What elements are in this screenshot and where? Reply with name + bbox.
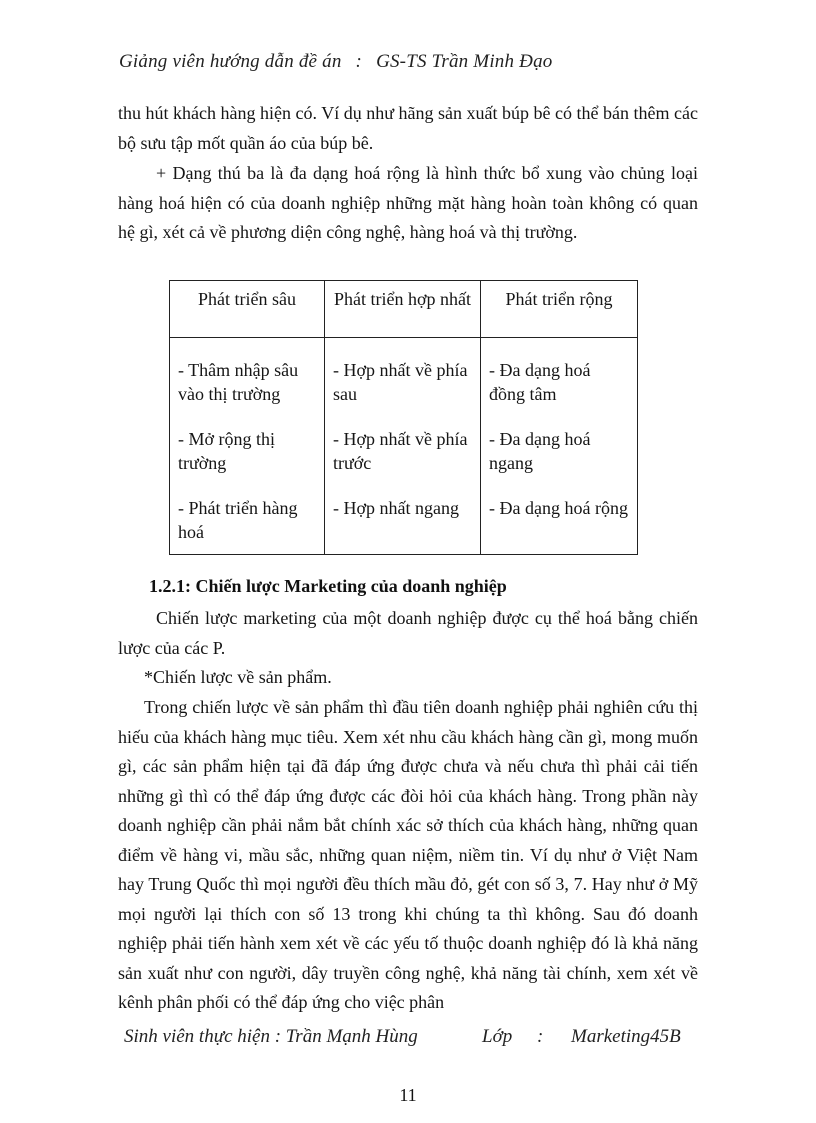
footer-separator: : xyxy=(537,1026,544,1047)
table-item: - Hợp nhất ngang xyxy=(333,498,459,518)
table-header-cell: Phát triển rộng xyxy=(481,281,638,338)
table-item: - Phát triển hàng hoá xyxy=(178,498,298,542)
table-row xyxy=(170,338,638,555)
table-header-row xyxy=(170,281,638,338)
table-item: - Hợp nhất về phía sau xyxy=(333,360,468,404)
class-label: Lớp xyxy=(482,1026,513,1047)
section-heading: 1.2.1: Chiến lược Marketing của doanh nghiệp xyxy=(149,576,507,596)
table-cell xyxy=(481,338,638,555)
strategy-table xyxy=(169,280,638,555)
table-item: - Mở rộng thị trường xyxy=(178,429,276,473)
section-paragraph-2: *Chiến lược về sản phẩm. xyxy=(144,667,332,687)
table-header-cell: Phát triển sâu xyxy=(170,281,325,338)
table-item: - Đa dạng hoá rộng xyxy=(489,498,628,518)
class-name: Marketing45B xyxy=(571,1026,681,1047)
page-number: 11 xyxy=(399,1085,417,1105)
table-item: - Hợp nhất về phía trước xyxy=(333,429,468,473)
section-paragraph-3: Trong chiến lược về sản phẩm thì đầu tiên doanh nghiệp phải nghiên cứu thị hiếu của khách hàng mục tiêu. Xem xét nhu cầu khách hàng cần gì, mong muốn gì, các sản phẩm hiện tại đã đáp ứng được chưa và nếu chưa thì phải cải tiến những gì thì có thể đáp ứng được các đòi hỏi của khách hàng. Trong phần này doanh nghiệp cần phải nắm bắt chính xác sở thích của khách hàng, những quan điểm về hàng vi, mầu sắc, những quan niệm, niềm tin. Ví dụ như ở Việt Nam hay Trung Quốc thì mọi người đều thích mầu đỏ, gét con số 3, 7. Hay như ở Mỹ mọi người lại thích con số 13 trong khi chúng ta thì không. Sau đó doanh nghiệp phải tiến hành xem xét về các yếu tố thuộc doanh nghiệp đó là khả năng sản xuất như con người, dây truyền công nghệ, khả năng tài chính, xem xét về kênh phân phối có thể đáp ứng cho việc phân xyxy=(118,697,698,1012)
intro-paragraph-2: + Dạng thú ba là đa dạng hoá rộng là hình thức bổ xung vào chủng loại hàng hoá hiện có của doanh nghiệp những mặt hàng hoàn toàn không có quan hệ gì, xét cả về phương diện công nghệ, hàng hoá và thị trường. xyxy=(118,163,698,242)
student-label: Sinh viên thực hiện : Trần Mạnh Hùng xyxy=(124,1026,418,1047)
page-header xyxy=(119,51,552,73)
table-header-cell: Phát triển hợp nhất xyxy=(325,281,481,338)
intro-paragraph-1: thu hút khách hàng hiện có. Ví dụ như hãng sản xuất búp bê có thể bán thêm các bộ sưu tập mốt quần áo của búp bê. xyxy=(118,103,698,153)
section-paragraph-1: Chiến lược marketing của một doanh nghiệp được cụ thể hoá bằng chiến lược của các P. xyxy=(118,608,698,658)
table-item: - Đa dạng hoá ngang xyxy=(489,429,591,473)
table-cell xyxy=(325,338,481,555)
table-cell xyxy=(170,338,325,555)
table-item: - Thâm nhập sâu vào thị trường xyxy=(178,360,299,404)
advisor-label: Giảng viên hướng dẫn đề án xyxy=(119,51,342,72)
header-separator: : xyxy=(355,51,363,72)
advisor-name: GS-TS Trần Minh Đạo xyxy=(376,51,553,72)
table-item: - Đa dạng hoá đồng tâm xyxy=(489,360,591,404)
